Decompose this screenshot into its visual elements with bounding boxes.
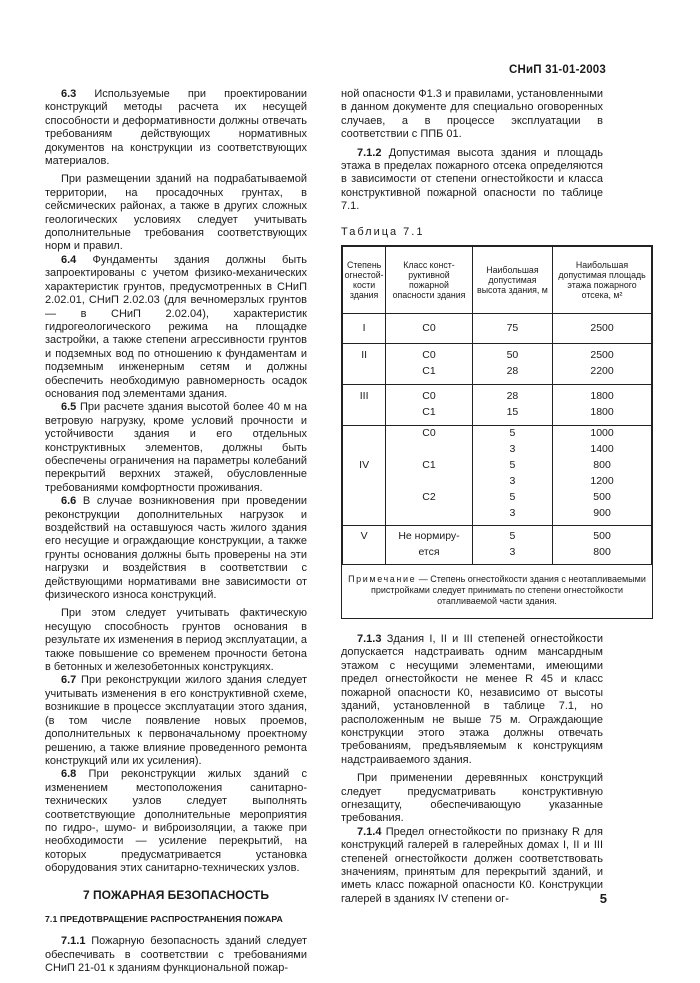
degree-cell xyxy=(343,442,386,458)
area-cell: 1800 xyxy=(553,405,652,426)
height-cell: 5 xyxy=(472,458,552,474)
table-note xyxy=(342,565,652,618)
paragraph-text: Допустимая высота здания и площадь этажа в пределах пожарного отсека определяются в зависимости от степени огнестойкости и класса конструктивной пожарной опасности по таблице 7.1. xyxy=(341,146,603,213)
paragraph-text: Предел огнестойкости по признаку R для конструкций галерей в галерейных домах I, II и III степеней огнестойкости должен соответствовать значениям, принятым для перекрытий зданий, и иметь класс пожарной опасности К0. Конструкции галерей в зданиях IV степени ог- xyxy=(341,825,603,905)
area-cell: 1200 xyxy=(553,474,652,490)
right-column xyxy=(341,88,646,906)
area-cell: 500 xyxy=(553,526,652,546)
paragraph-7-1-3 xyxy=(341,633,603,767)
paragraph-text: При расчете здания высотой более 40 м на ветровую нагрузку, кроме условий прочности и устойчивости здания и его отдельных конструктивных элементов, должны быть обеспечены ограничения на параметры колебаний перекрытий верхних этажей, обусловленные требованиями комфортности проживания. xyxy=(45,401,307,494)
area-cell: 1400 xyxy=(553,442,652,458)
degree-cell xyxy=(343,426,386,443)
paragraph-7-1-2 xyxy=(341,147,603,214)
degree-cell xyxy=(343,506,386,526)
class-cell: С1 xyxy=(386,458,473,474)
subsection-title: 7.1 ПРЕДОТВРАЩЕНИЕ РАСПРОСТРАНЕНИЯ ПОЖАРА xyxy=(45,913,283,924)
area-cell: 500 xyxy=(553,490,652,506)
paragraph-continuation: ной опасности Ф1.3 и правилами, установленными в данном документе для специально оговоренных случаев, а в процессе эксплуатации в соответствии с ППБ 01. xyxy=(341,88,603,141)
header-max-height: Наибольшая допустимая высота здания, м xyxy=(472,247,552,314)
degree-cell xyxy=(343,474,386,490)
area-cell: 2200 xyxy=(553,364,652,385)
table-7-1 xyxy=(341,245,653,619)
clause-number: 6.3 xyxy=(61,88,77,100)
clause-number: 6.6 xyxy=(61,495,77,508)
paragraph-text: Используемые при проектировании конструкций методы расчета их несущей способности и деформативности должны отвечать требованиям действующих нормативных документов на конструкции из соответствующих материалов. xyxy=(45,88,307,168)
height-cell: 50 xyxy=(472,344,552,365)
degree-cell: IV xyxy=(343,458,386,474)
table-row xyxy=(343,405,652,426)
paragraph-text: Пожарную безопасность зданий следует обеспечивать в соответствии с требованиями СНиП 21-01 к зданиям функциональной пожар- xyxy=(45,935,307,975)
area-cell: 800 xyxy=(553,458,652,474)
paragraph-6-3 xyxy=(45,88,307,168)
clause-number: 6.8 xyxy=(61,768,77,781)
height-cell: 5 xyxy=(472,490,552,506)
paragraph-7-1-3-continued: При применении деревянных конструкций следует предусматривать конструктивную огнезащиту, обеспечивающую указанные требования. xyxy=(341,772,603,825)
class-cell: С0 xyxy=(386,314,473,344)
header-hazard-class: Класс конст-руктивной пожарной опасности здания xyxy=(386,247,473,314)
degree-cell: V xyxy=(343,526,386,546)
fire-safety-table xyxy=(342,246,652,565)
document-code: СНиП 31-01-2003 xyxy=(509,64,606,76)
table-row xyxy=(343,426,652,443)
table-row xyxy=(343,526,652,546)
height-cell: 75 xyxy=(472,314,552,344)
clause-number: 7.1.1 xyxy=(61,935,86,948)
paragraph-7-1-1 xyxy=(45,935,307,975)
height-cell: 15 xyxy=(472,405,552,426)
degree-cell xyxy=(343,490,386,506)
area-cell: 1000 xyxy=(553,426,652,443)
section-title: 7 ПОЖАРНАЯ БЕЗОПАСНОСТЬ xyxy=(83,887,269,902)
clause-number: 7.1.4 xyxy=(357,825,382,838)
table-row xyxy=(343,474,652,490)
class-cell: Не нормиру- xyxy=(386,526,473,546)
degree-cell: I xyxy=(343,314,386,344)
paragraph-6-4 xyxy=(45,254,307,401)
class-cell xyxy=(386,506,473,526)
table-caption: Таблица 7.1 xyxy=(341,225,425,238)
class-cell: С1 xyxy=(386,405,473,426)
table-row xyxy=(343,506,652,526)
paragraph-6-6-continued: При этом следует учитывать фактическую несущую способность грунтов основания в результате их изменения в период эксплуатации, а также повышение со временем прочности бетона в бетонных и железобетонных конструкциях. xyxy=(45,607,307,674)
page-number: 5 xyxy=(599,891,607,906)
paragraph-text: При реконструкции жилых зданий с изменением местоположения санитарно-технических узлов следует выполнять соответствующие дополнительные мероприятия по гидро-, шумо- и виброизоляции, а также при необходимости — усиление перекрытий, на которых предусматривается установка оборудования этих санитарно-технических узлов. xyxy=(45,768,307,875)
degree-cell xyxy=(343,364,386,385)
table-header-row xyxy=(343,247,652,314)
height-cell: 3 xyxy=(472,545,552,565)
header-max-area: Наибольшая допустимая площадь этажа пожарного отсека, м² xyxy=(553,247,652,314)
area-cell: 800 xyxy=(553,545,652,565)
table-row xyxy=(343,545,652,565)
clause-number: 6.4 xyxy=(61,253,77,266)
table-row xyxy=(343,344,652,365)
paragraph-6-7 xyxy=(45,674,307,768)
area-cell: 2500 xyxy=(553,314,652,344)
paragraph-6-3-continued: При размещении зданий на подрабатываемой территории, на просадочных грунтах, в сейсмических районах, а также в других сложных геологических условиях следует учитывать дополнительные требования соответствующих норм и правил. xyxy=(45,173,307,253)
paragraph-text: Фундаменты здания должны быть запроектированы с учетом физико-механических характеристик грунтов, предусмотренных в СНиП 2.02.01, СНиП 2.02.03 (для вечномерзлых грунтов — в СНиП 2.02.04), характеристик гидрогеологического режима на площадке застройки, а также степени агрессивности грунтов и подземных вод по отношению к фундаментам и подземным инженерным сетям и должны обеспечить необходимую равномерность осадок основания под элементами здания. xyxy=(45,253,307,400)
header-fire-resistance: Степень огнестой-кости здания xyxy=(343,247,386,314)
height-cell: 3 xyxy=(472,506,552,526)
paragraph-text: Здания I, II и III степеней огнестойкости допускается надстраивать одним мансардным этажом с несущими элементами, имеющими предел огнестойкости не менее R 45 и класс пожарной опасности К0, независимо от высоты зданий, установленной в таблице 7.1, но расположенным не выше 75 м. Ограждающие конструкции этого этажа должны отвечать требованиям, предъявляемым к конструкциям надстраиваемого здания. xyxy=(341,633,603,766)
height-cell: 28 xyxy=(472,364,552,385)
table-row xyxy=(343,490,652,506)
height-cell: 5 xyxy=(472,526,552,546)
degree-cell: II xyxy=(343,344,386,365)
degree-cell xyxy=(343,545,386,565)
paragraph-text: При реконструкции жилого здания следует учитывать изменения в его конструктивной схеме, возникшие в процессе эксплуатации этого здания, (в том числе появление новых проемов, дополнительных к первоначальному проектному решению, а также влияние проведенного ремонта конструкций или их усиления). xyxy=(45,674,307,767)
paragraph-6-5 xyxy=(45,401,307,495)
class-cell: ется xyxy=(386,545,473,565)
clause-number: 6.7 xyxy=(61,674,77,687)
left-column xyxy=(45,88,307,976)
table-row xyxy=(343,442,652,458)
note-text: — Степень огнестойкости здания с неотапливаемыми пристройками следует принимать по степени огнестойкости отапливаемой части здания. xyxy=(371,574,646,607)
clause-number: 7.1.3 xyxy=(357,633,382,646)
paragraph-6-8 xyxy=(45,768,307,875)
class-cell: С0 xyxy=(386,426,473,443)
class-cell: С2 xyxy=(386,490,473,506)
clause-number: 7.1.2 xyxy=(357,146,382,159)
degree-cell: III xyxy=(343,385,386,406)
paragraph-text: В случае возникновения при проведении реконструкции дополнительных нагрузок и воздействий на оставшуюся часть жилого здания его несущие и ограждающие конструкции, а также грунты основания должны быть проверены на эти нагрузки и воздействия в соответствии с действующими нормативами вне зависимости от физического износа конструкций. xyxy=(45,495,307,602)
height-cell: 28 xyxy=(472,385,552,406)
table-row xyxy=(343,314,652,344)
class-cell: С1 xyxy=(386,364,473,385)
height-cell: 3 xyxy=(472,442,552,458)
class-cell: С0 xyxy=(386,385,473,406)
table-row xyxy=(343,364,652,385)
class-cell xyxy=(386,474,473,490)
paragraph-6-6 xyxy=(45,495,307,602)
degree-cell xyxy=(343,405,386,426)
clause-number: 6.5 xyxy=(61,401,77,414)
height-cell: 3 xyxy=(472,474,552,490)
table-row xyxy=(343,385,652,406)
area-cell: 900 xyxy=(553,506,652,526)
paragraph-7-1-4 xyxy=(341,826,603,906)
note-label: Примечание xyxy=(348,574,417,585)
class-cell: С0 xyxy=(386,344,473,365)
class-cell xyxy=(386,442,473,458)
area-cell: 1800 xyxy=(553,385,652,406)
table-row xyxy=(343,458,652,474)
height-cell: 5 xyxy=(472,426,552,443)
area-cell: 2500 xyxy=(553,344,652,365)
